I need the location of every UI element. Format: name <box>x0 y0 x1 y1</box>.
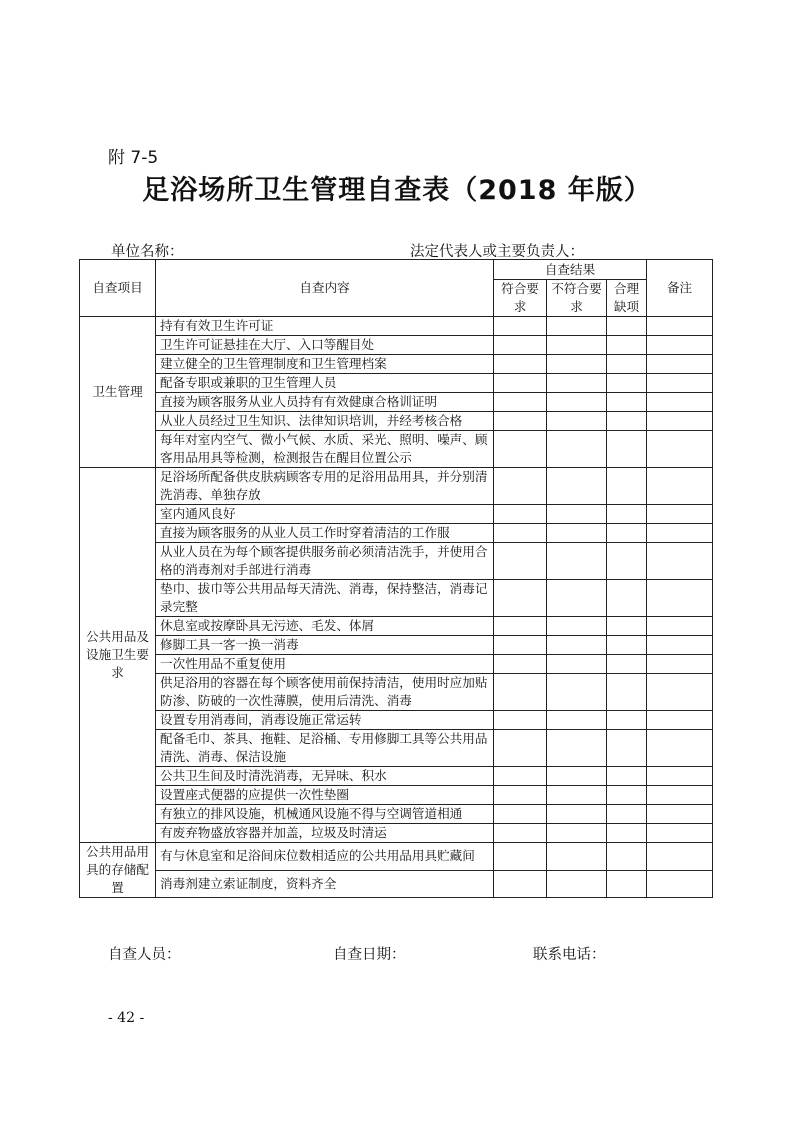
header-content: 自查内容 <box>156 260 494 317</box>
item-content: 消毒剂建立索证制度，资料齐全 <box>156 870 494 898</box>
item-content: 设置座式便器的应提供一次性垫圈 <box>156 786 494 805</box>
noncomply-cell[interactable] <box>547 655 607 674</box>
header-remark: 备注 <box>647 260 713 317</box>
comply-cell[interactable] <box>494 580 547 617</box>
category-cell: 卫生管理 <box>80 317 156 468</box>
reasonable-cell[interactable] <box>607 505 647 524</box>
table-row <box>80 431 713 468</box>
remark-cell[interactable] <box>647 524 713 543</box>
table-row <box>80 636 713 655</box>
item-content: 足浴场所配备供皮肤病顾客专用的足浴用品用具，并分别清洗消毒、单独存放 <box>156 468 494 505</box>
item-content: 配备专职或兼职的卫生管理人员 <box>156 374 494 393</box>
remark-cell[interactable] <box>647 317 713 336</box>
unit-name-label: 单位名称： <box>111 244 184 260</box>
noncomply-cell[interactable] <box>547 843 607 871</box>
reasonable-cell[interactable] <box>607 317 647 336</box>
header-comply: 符合要求 <box>494 280 547 317</box>
comply-cell[interactable] <box>494 505 547 524</box>
item-content: 配备毛巾、茶具、拖鞋、足浴桶、专用修脚工具等公共用品清洗、消毒、保洁设施 <box>156 730 494 767</box>
date-label: 自查日期： <box>333 947 406 963</box>
remark-cell[interactable] <box>647 767 713 786</box>
noncomply-cell[interactable] <box>547 393 607 412</box>
comply-cell[interactable] <box>494 317 547 336</box>
remark-cell[interactable] <box>647 805 713 824</box>
item-content: 直接为顾客服务的从业人员工作时穿着清洁的工作服 <box>156 524 494 543</box>
noncomply-cell[interactable] <box>547 730 607 767</box>
reasonable-cell[interactable] <box>607 393 647 412</box>
table-row <box>80 786 713 805</box>
table-row <box>80 655 713 674</box>
comply-cell[interactable] <box>494 412 547 431</box>
remark-cell[interactable] <box>647 374 713 393</box>
noncomply-cell[interactable] <box>547 468 607 505</box>
reasonable-cell[interactable] <box>607 711 647 730</box>
item-content: 有独立的排风设施，机械通风设施不得与空调管道相通 <box>156 805 494 824</box>
category-cell: 公共用品用具的存储配置 <box>80 843 156 898</box>
reasonable-cell[interactable] <box>607 870 647 898</box>
noncomply-cell[interactable] <box>547 317 607 336</box>
reasonable-cell[interactable] <box>607 786 647 805</box>
noncomply-cell[interactable] <box>547 336 607 355</box>
remark-cell[interactable] <box>647 674 713 711</box>
table-row <box>80 355 713 374</box>
remark-cell[interactable] <box>647 617 713 636</box>
reasonable-cell[interactable] <box>607 824 647 843</box>
reasonable-cell[interactable] <box>607 636 647 655</box>
reasonable-cell[interactable] <box>607 355 647 374</box>
noncomply-cell[interactable] <box>547 543 607 580</box>
item-content: 室内通风良好 <box>156 505 494 524</box>
noncomply-cell[interactable] <box>547 374 607 393</box>
page-number: - 42 - <box>108 1010 145 1026</box>
item-content: 供足浴用的容器在每个顾客使用前保持清洁，使用时应加贴防渗、防破的一次性薄膜，使用后清洗、消毒 <box>156 674 494 711</box>
item-content: 修脚工具一客一换一消毒 <box>156 636 494 655</box>
noncomply-cell[interactable] <box>547 711 607 730</box>
table-row <box>80 617 713 636</box>
table-row <box>80 468 713 505</box>
remark-cell[interactable] <box>647 505 713 524</box>
comply-cell[interactable] <box>494 655 547 674</box>
item-content: 休息室或按摩卧具无污迹、毛发、体屑 <box>156 617 494 636</box>
inspection-table <box>79 259 713 898</box>
table-row <box>80 767 713 786</box>
page-title: 足浴场所卫生管理自查表（2018 年版） <box>142 175 652 206</box>
table-row <box>80 336 713 355</box>
remark-cell[interactable] <box>647 412 713 431</box>
noncomply-cell[interactable] <box>547 870 607 898</box>
noncomply-cell[interactable] <box>547 767 607 786</box>
noncomply-cell[interactable] <box>547 674 607 711</box>
noncomply-cell[interactable] <box>547 786 607 805</box>
comply-cell[interactable] <box>494 636 547 655</box>
table-row <box>80 524 713 543</box>
reasonable-cell[interactable] <box>607 468 647 505</box>
comply-cell[interactable] <box>494 543 547 580</box>
comply-cell[interactable] <box>494 431 547 468</box>
table-row <box>80 843 713 871</box>
phone-label: 联系电话： <box>533 947 606 963</box>
remark-cell[interactable] <box>647 580 713 617</box>
item-content: 从业人员经过卫生知识、法律知识培训，并经考核合格 <box>156 412 494 431</box>
comply-cell[interactable] <box>494 870 547 898</box>
noncomply-cell[interactable] <box>547 412 607 431</box>
legal-representative-label: 法定代表人或主要负责人： <box>410 244 584 260</box>
remark-cell[interactable] <box>647 730 713 767</box>
comply-cell[interactable] <box>494 843 547 871</box>
table-row <box>80 580 713 617</box>
comply-cell[interactable] <box>494 617 547 636</box>
remark-cell[interactable] <box>647 870 713 898</box>
noncomply-cell[interactable] <box>547 617 607 636</box>
appendix-label: 附 7-5 <box>108 148 159 168</box>
table-row <box>80 543 713 580</box>
header-result: 自查结果 <box>494 260 647 280</box>
noncomply-cell[interactable] <box>547 524 607 543</box>
comply-cell[interactable] <box>494 524 547 543</box>
noncomply-cell[interactable] <box>547 505 607 524</box>
reasonable-cell[interactable] <box>607 805 647 824</box>
reasonable-cell[interactable] <box>607 767 647 786</box>
reasonable-cell[interactable] <box>607 730 647 767</box>
comply-cell[interactable] <box>494 786 547 805</box>
item-content: 每年对室内空气、微小气候、水质、采光、照明、噪声、顾客用品用具等检测，检测报告在醒目位置公示 <box>156 431 494 468</box>
reasonable-cell[interactable] <box>607 617 647 636</box>
reasonable-cell[interactable] <box>607 580 647 617</box>
remark-cell[interactable] <box>647 543 713 580</box>
remark-cell[interactable] <box>647 786 713 805</box>
item-content: 卫生许可证悬挂在大厅、入口等醒目处 <box>156 336 494 355</box>
comply-cell[interactable] <box>494 468 547 505</box>
comply-cell[interactable] <box>494 767 547 786</box>
table-row <box>80 393 713 412</box>
noncomply-cell[interactable] <box>547 580 607 617</box>
remark-cell[interactable] <box>647 355 713 374</box>
remark-cell[interactable] <box>647 393 713 412</box>
table-row <box>80 674 713 711</box>
comply-cell[interactable] <box>494 805 547 824</box>
item-content: 设置专用消毒间，消毒设施正常运转 <box>156 711 494 730</box>
noncomply-cell[interactable] <box>547 805 607 824</box>
table-body <box>80 317 713 898</box>
reasonable-cell[interactable] <box>607 524 647 543</box>
comply-cell[interactable] <box>494 336 547 355</box>
reasonable-cell[interactable] <box>607 543 647 580</box>
category-cell: 公共用品及设施卫生要求 <box>80 468 156 843</box>
table-row <box>80 824 713 843</box>
comply-cell[interactable] <box>494 711 547 730</box>
comply-cell[interactable] <box>494 674 547 711</box>
reasonable-cell[interactable] <box>607 674 647 711</box>
noncomply-cell[interactable] <box>547 824 607 843</box>
item-content: 直接为顾客服务从业人员持有有效健康合格训证明 <box>156 393 494 412</box>
remark-cell[interactable] <box>647 336 713 355</box>
table-row <box>80 505 713 524</box>
comply-cell[interactable] <box>494 730 547 767</box>
reasonable-cell[interactable] <box>607 412 647 431</box>
header-item: 自查项目 <box>80 260 156 317</box>
noncomply-cell[interactable] <box>547 431 607 468</box>
comply-cell[interactable] <box>494 393 547 412</box>
comply-cell[interactable] <box>494 374 547 393</box>
reasonable-cell[interactable] <box>607 336 647 355</box>
reasonable-cell[interactable] <box>607 655 647 674</box>
remark-cell[interactable] <box>647 468 713 505</box>
inspector-label: 自查人员： <box>108 947 181 963</box>
table-row <box>80 730 713 767</box>
item-content: 建立健全的卫生管理制度和卫生管理档案 <box>156 355 494 374</box>
item-content: 垫巾、拔巾等公共用品每天清洗、消毒，保持整洁，消毒记录完整 <box>156 580 494 617</box>
reasonable-cell[interactable] <box>607 374 647 393</box>
header-reasonable: 合理缺项 <box>607 280 647 317</box>
table-row <box>80 412 713 431</box>
item-content: 有废弃物盛放容器并加盖，垃圾及时清运 <box>156 824 494 843</box>
remark-cell[interactable] <box>647 843 713 871</box>
reasonable-cell[interactable] <box>607 843 647 871</box>
comply-cell[interactable] <box>494 355 547 374</box>
remark-cell[interactable] <box>647 431 713 468</box>
table-row <box>80 870 713 898</box>
item-content: 持有有效卫生许可证 <box>156 317 494 336</box>
remark-cell[interactable] <box>647 824 713 843</box>
reasonable-cell[interactable] <box>607 431 647 468</box>
item-content: 一次性用品不重复使用 <box>156 655 494 674</box>
table-row <box>80 374 713 393</box>
noncomply-cell[interactable] <box>547 636 607 655</box>
remark-cell[interactable] <box>647 711 713 730</box>
table-row <box>80 317 713 336</box>
comply-cell[interactable] <box>494 824 547 843</box>
header-noncomply: 不符合要求 <box>547 280 607 317</box>
table-row <box>80 805 713 824</box>
noncomply-cell[interactable] <box>547 355 607 374</box>
table-row <box>80 711 713 730</box>
item-content: 从业人员在为每个顾客提供服务前必须清洁洗手，并使用合格的消毒剂对手部进行消毒 <box>156 543 494 580</box>
remark-cell[interactable] <box>647 636 713 655</box>
item-content: 公共卫生间及时清洗消毒，无异味、积水 <box>156 767 494 786</box>
item-content: 有与休息室和足浴间床位数相适应的公共用品用具贮藏间 <box>156 843 494 871</box>
remark-cell[interactable] <box>647 655 713 674</box>
